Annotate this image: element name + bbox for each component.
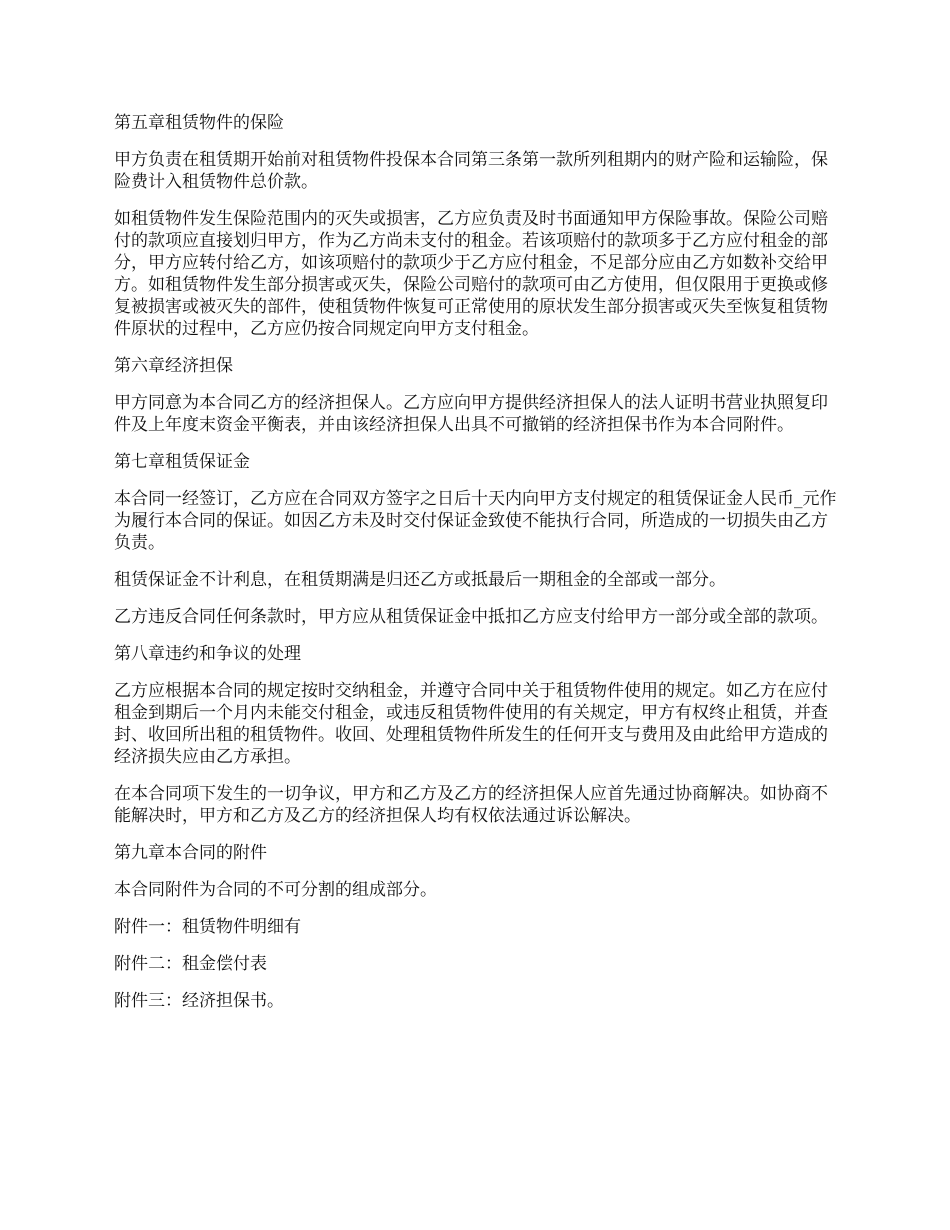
document-body (114, 112, 844, 1027)
paragraph-insurance-claims: 如租赁物件发生保险范围内的灭失或损害，乙方应负责及时书面通知甲方保险事故。保险公司赔付的款项应直接划归甲方，作为乙方尚未支付的租金。若该项赔付的款项多于乙方应付租金的部分，甲方应转付给乙方，如该项赔付的款项少于乙方应付租金，不足部分应由乙方如数补交给甲方。如租赁物件发生部分损害或灭失，保险公司赔付的款项可由乙方使用，但仅限用于更换或修复被损害或被灭失的部件，使租赁物件恢复可正常使用的原状发生部分损害或灭失至恢复租赁物件原状的过程中，乙方应仍按合同规定向甲方支付租金。 (114, 209, 828, 339)
chapter-8-heading: 第八章违约和争议的处理 (114, 644, 301, 664)
chapter-6-heading: 第六章经济担保 (114, 356, 233, 376)
paragraph-insurance-duty: 甲方负责在租赁期开始前对租赁物件投保本合同第三条第一款所列租期内的财产险和运输险，保险费计入租赁物件总价款。 (114, 150, 828, 192)
paragraph-breach: 乙方应根据本合同的规定按时交纳租金，并遵守合同中关于租赁物件使用的规定。如乙方在应付租金到期后一个月内未能交付租金，或违反租赁物件使用的有关规定，甲方有权终止租赁，并查封、收回所出租的租赁物件。收回、处理租赁物件所发生的任何开支与费用及由此给甲方造成的经济损失应由乙方承担。 (114, 681, 828, 767)
attachment-2: 附件二：租金偿付表 (114, 954, 267, 974)
paragraph-disputes: 在本合同项下发生的一切争议，甲方和乙方及乙方的经济担保人应首先通过协商解决。如协商不能解决时，甲方和乙方及乙方的经济担保人均有权依法通过诉讼解决。 (114, 784, 828, 826)
chapter-5-heading: 第五章租赁物件的保险 (114, 113, 284, 133)
chapter-7-heading: 第七章租赁保证金 (114, 452, 250, 472)
chapter-9-heading: 第九章本合同的附件 (114, 843, 267, 863)
paragraph-deposit-deduction: 乙方违反合同任何条款时，甲方应从租赁保证金中抵扣乙方应支付给甲方一部分或全部的款项。 (114, 607, 828, 627)
paragraph-guarantor: 甲方同意为本合同乙方的经济担保人。乙方应向甲方提供经济担保人的法人证明书营业执照复印件及上年度末资金平衡表，并由该经济担保人出具不可撤销的经济担保书作为本合同附件。 (114, 393, 828, 435)
paragraph-deposit-payment: 本合同一经签订，乙方应在合同双方签字之日后十天内向甲方支付规定的租赁保证金人民币_元作为履行本合同的保证。如因乙方未及时交付保证金致使不能执行合同，所造成的一切损失由乙方负责。 (114, 489, 837, 553)
attachment-1: 附件一：租赁物件明细有 (114, 917, 301, 937)
paragraph-deposit-interest: 租赁保证金不计利息，在租赁期满是归还乙方或抵最后一期租金的全部或一部分。 (114, 570, 726, 590)
attachment-3: 附件三：经济担保书。 (114, 991, 284, 1011)
paragraph-attachments-intro: 本合同附件为合同的不可分割的组成部分。 (114, 880, 437, 900)
